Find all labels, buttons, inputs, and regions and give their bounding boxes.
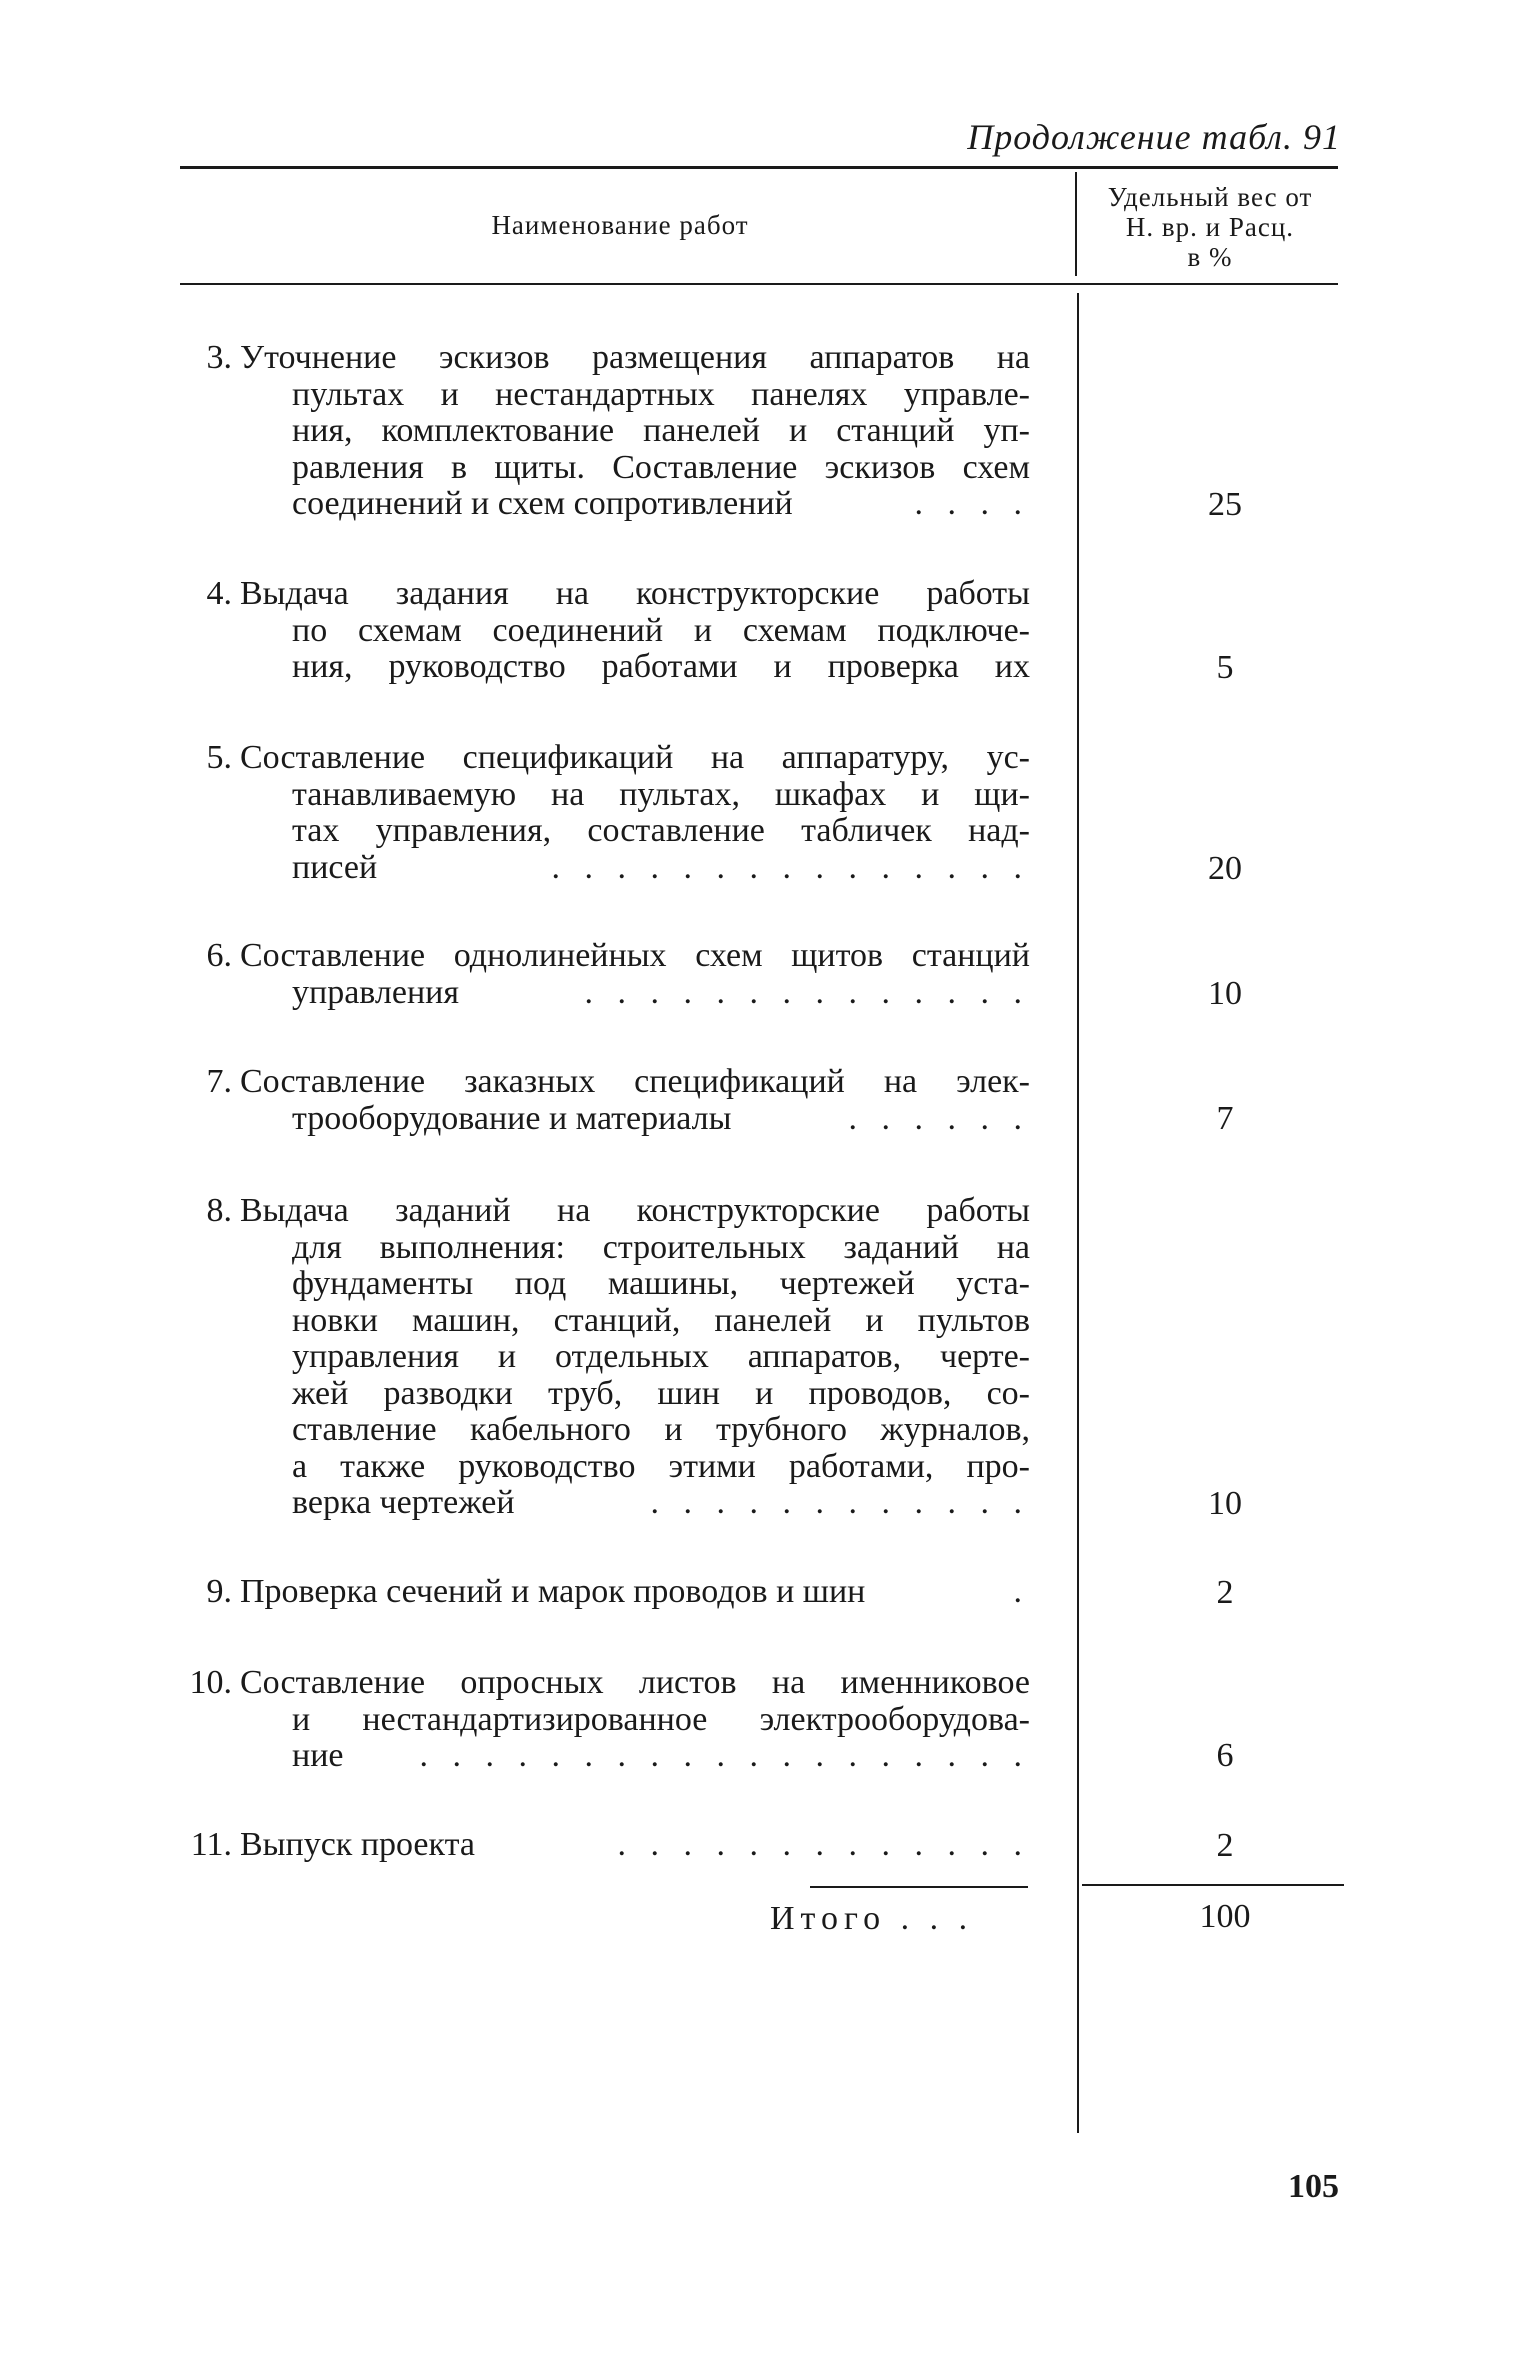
- row-value: 6: [1216, 1737, 1234, 1774]
- row-value: 10: [1208, 975, 1242, 1012]
- row-text-line: новки машин, станций, панелей и пультов: [292, 1301, 1030, 1339]
- table-row: [160, 1193, 1030, 1522]
- row-text-line: фундаменты под машины, чертежей уста-: [292, 1265, 1030, 1302]
- row-text-line: Составление спецификаций на аппаратуру, ус-: [240, 739, 1030, 776]
- row-value: 5: [1216, 649, 1234, 686]
- row-text-last: Выпуск проекта: [240, 1826, 475, 1863]
- row-text-line: ния, комплектование панелей и станций уп-: [292, 412, 1030, 449]
- table-row: [160, 1574, 1030, 1611]
- row-text-last: Проверка сечений и марок проводов и шин: [240, 1573, 866, 1610]
- row-text-last: верка чертежей: [292, 1484, 515, 1521]
- header-weight-line: в %: [1187, 242, 1233, 272]
- row-text-last: соединений и схем сопротивлений: [292, 485, 793, 522]
- row-text-last: ние: [292, 1737, 344, 1774]
- row-text-line: а также руководство этими работами, про-: [292, 1447, 1030, 1485]
- row-text-line: пультах и нестандартных панелях управле-: [292, 375, 1030, 413]
- row-text-line: Уточнение эскизов размещения аппаратов на: [240, 339, 1030, 376]
- dot-leader: .: [1013, 1574, 1030, 1610]
- total-text: Итого: [770, 1900, 887, 1937]
- row-number: 11.: [190, 1826, 232, 1863]
- row-text-line: Составление однолинейных схем щитов станций: [240, 937, 1030, 974]
- row-value: 2: [1216, 1827, 1234, 1864]
- total-rule-right: [1082, 1884, 1344, 1886]
- row-text-line: Выдача заданий на конструкторские работы: [240, 1192, 1030, 1229]
- row-text-line: [160, 1738, 1030, 1775]
- row-number: 9.: [206, 1573, 232, 1610]
- table-row: [160, 740, 1030, 886]
- row-text-line: тах управления, составление табличек над-: [292, 812, 1030, 849]
- header-work-name: Наименование работ: [491, 210, 749, 240]
- total-label: [770, 1900, 973, 1938]
- row-value: 2: [1216, 1574, 1234, 1611]
- row-text-line: [160, 1485, 1030, 1522]
- row-text-line: ния, руководство работами и проверка их: [292, 648, 1030, 685]
- table-row: [160, 1827, 1030, 1864]
- row-value: 20: [1208, 850, 1242, 887]
- row-text-line: [160, 1101, 1030, 1138]
- total-rule-left: [810, 1886, 1028, 1888]
- table-row: [160, 340, 1030, 523]
- dot-leader: . . . . . . . . . . . . . . .: [551, 849, 1030, 886]
- row-text-line: [160, 850, 1030, 887]
- row-text-line: для выполнения: строительных заданий на: [292, 1228, 1030, 1266]
- dot-leader: . . . . . . . . . . . . .: [617, 1827, 1030, 1863]
- row-text-line: Составление опросных листов на именниковое: [240, 1664, 1030, 1701]
- row-number: 3.: [206, 339, 232, 376]
- header-column-divider: [1075, 172, 1077, 276]
- row-text-line: Выдача задания на конструкторские работы: [240, 575, 1030, 612]
- row-text-line: ставление кабельного и трубного журналов,: [292, 1411, 1030, 1448]
- row-text-line: [160, 1827, 1030, 1864]
- row-text-last: трооборудование и материалы: [292, 1099, 732, 1137]
- header-bottom-rule: [180, 283, 1338, 285]
- total-value: 100: [1199, 1898, 1251, 1935]
- dot-leader: . . . . . . . . . . . . . .: [584, 974, 1030, 1011]
- row-number: 10.: [189, 1664, 232, 1701]
- row-text-line: [160, 1574, 1030, 1611]
- row-number: 8.: [206, 1192, 232, 1229]
- header-weight-line: Удельный вес от: [1107, 182, 1313, 212]
- row-value: 25: [1208, 486, 1242, 523]
- row-text-line: [160, 486, 1030, 523]
- row-text-last: писей: [292, 848, 378, 886]
- row-number: 5.: [206, 739, 232, 776]
- row-number: 6.: [206, 937, 232, 974]
- row-text-line: танавливаемую на пультах, шкафах и щи-: [292, 775, 1030, 813]
- row-number: 4.: [206, 575, 232, 612]
- top-rule: [180, 166, 1338, 169]
- dot-leader: . . . .: [914, 486, 1030, 522]
- table-row: [160, 576, 1030, 686]
- row-value: 10: [1208, 1485, 1242, 1522]
- dot-leader: . . . . . .: [848, 1100, 1030, 1137]
- header-weight: [1082, 182, 1338, 272]
- table-row: [160, 938, 1030, 1011]
- total-leader: . . .: [900, 1900, 974, 1937]
- dot-leader: . . . . . . . . . . . .: [650, 1485, 1030, 1521]
- row-text-line: Составление заказных спецификаций на элек-: [240, 1063, 1030, 1100]
- row-text-line: по схемам соединений и схемам подключе-: [292, 611, 1030, 649]
- table-row: [160, 1064, 1030, 1137]
- row-text-line: жей разводки труб, шин и проводов, со-: [292, 1374, 1030, 1412]
- dot-leader: . . . . . . . . . . . . . . . . . . .: [419, 1738, 1030, 1774]
- row-text-line: равления в щиты. Составление эскизов схем: [292, 448, 1030, 486]
- row-text-line: управления и отдельных аппаратов, черте-: [292, 1338, 1030, 1375]
- row-text-line: [160, 975, 1030, 1012]
- row-number: 7.: [206, 1063, 232, 1100]
- table-continuation-caption: Продолжение табл. 91: [967, 117, 1341, 157]
- body-column-divider: [1077, 293, 1079, 2133]
- table-row: [160, 1665, 1030, 1775]
- page-number: 105: [1288, 2168, 1339, 2205]
- row-text-last: управления: [292, 973, 459, 1011]
- row-value: 7: [1216, 1100, 1234, 1137]
- header-weight-line: Н. вр. и Расц.: [1125, 212, 1295, 242]
- row-text-line: и нестандартизированное электрооборудова-: [292, 1700, 1030, 1738]
